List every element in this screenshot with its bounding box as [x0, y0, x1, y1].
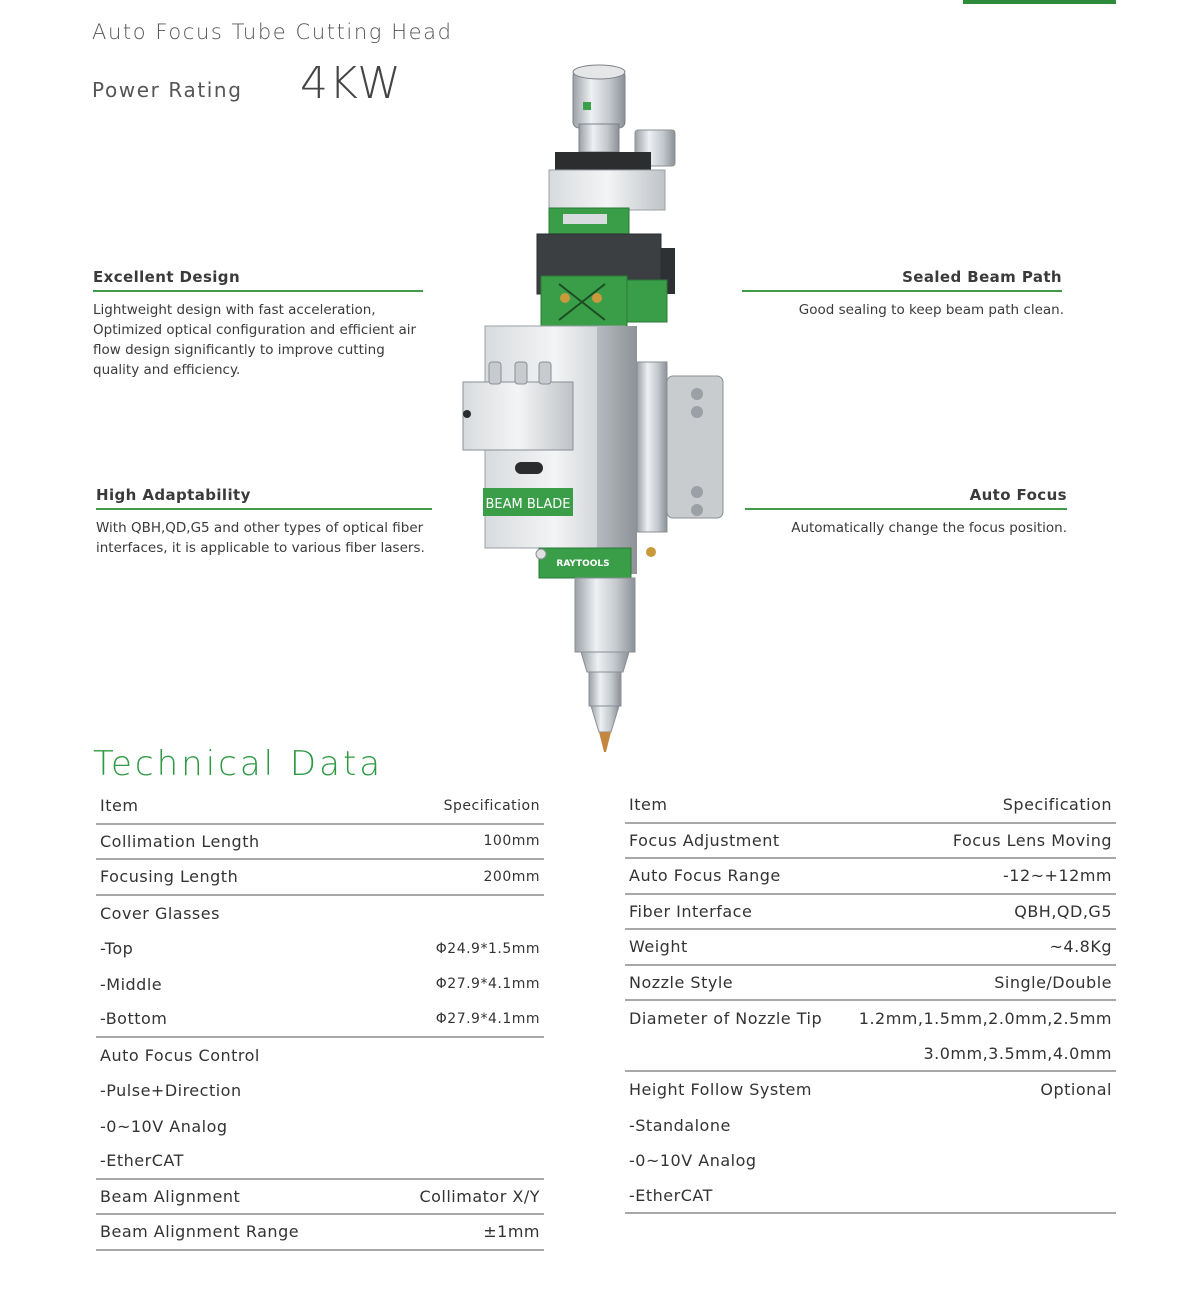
item-cell: Diameter of Nozzle Tip [629, 1009, 823, 1029]
product-title: Auto Focus Tube Cutting Head [92, 20, 453, 44]
table-row [96, 1002, 544, 1038]
item-cell: -0~10V Analog [629, 1151, 757, 1171]
spec-cell: Collimator X/Y [419, 1186, 540, 1206]
feature-title: Sealed Beam Path [742, 268, 1062, 292]
table-row [96, 1215, 544, 1251]
item-cell: Fiber Interface [629, 901, 753, 921]
table-header-row [96, 789, 544, 825]
feature-title: High Adaptability [96, 486, 432, 510]
table-row [96, 1038, 544, 1074]
spec-cell: Optional [1040, 1080, 1112, 1100]
table-row [96, 896, 544, 932]
feature-sealed-beam-path [742, 268, 1062, 320]
technical-data-title: Technical Data [93, 744, 384, 784]
table-row [625, 859, 1116, 895]
power-rating-value: 4KW [300, 58, 402, 109]
feature-excellent-design [93, 268, 423, 380]
feature-description: Good sealing to keep beam path clean. [798, 302, 1064, 318]
item-cell: -Top [100, 939, 134, 959]
item-cell: Height Follow System [629, 1080, 812, 1100]
table-header-row [625, 788, 1116, 824]
table-row [625, 1143, 1116, 1179]
table-row [625, 1037, 1116, 1073]
spec-cell: QBH,QD,G5 [1014, 901, 1112, 921]
item-cell: Auto Focus Control [100, 1045, 260, 1065]
spec-cell: 200mm [483, 868, 540, 885]
table-row [96, 825, 544, 861]
item-cell: Nozzle Style [629, 972, 734, 992]
item-cell: Beam Alignment [100, 1186, 241, 1206]
item-cell: Weight [629, 937, 688, 957]
spec-cell: ~4.8Kg [1049, 937, 1112, 957]
item-cell: -EtherCAT [100, 1151, 184, 1171]
spec-cell: 1.2mm,1.5mm,2.0mm,2.5mm [858, 1009, 1112, 1029]
spec-cell: Specification [443, 797, 540, 814]
table-row [625, 966, 1116, 1002]
table-row [625, 824, 1116, 860]
feature-auto-focus [745, 486, 1067, 538]
table-row [96, 1073, 544, 1109]
spec-cell: Φ27.9*4.1mm [435, 976, 540, 993]
item-cell: Focus Adjustment [629, 830, 780, 850]
spec-cell: ±1mm [483, 1222, 540, 1242]
power-rating-label: Power Rating [92, 78, 243, 102]
item-cell: Beam Alignment Range [100, 1222, 300, 1242]
table-row [625, 895, 1116, 931]
spec-cell: Focus Lens Moving [952, 830, 1112, 850]
spec-cell: Φ24.9*1.5mm [435, 940, 540, 957]
spec-cell: Φ27.9*4.1mm [435, 1010, 540, 1027]
spec-table-left [96, 789, 544, 1251]
item-cell: Item [100, 796, 139, 816]
item-cell: Auto Focus Range [629, 866, 781, 886]
top-accent-bar [963, 0, 1116, 4]
table-row [96, 931, 544, 967]
item-cell: -Middle [100, 974, 163, 994]
item-cell: -Standalone [629, 1115, 731, 1135]
item-cell: -0~10V Analog [100, 1116, 228, 1136]
spec-cell: 3.0mm,3.5mm,4.0mm [923, 1043, 1112, 1063]
table-row [625, 1179, 1116, 1215]
item-cell: Cover Glasses [100, 903, 220, 923]
cutting-head-illustration [455, 62, 735, 754]
spec-cell: 100mm [483, 833, 540, 850]
feature-description: With QBH,QD,G5 and other types of optical fiber interfaces, it is applicable to various fiber lasers. [96, 520, 425, 556]
logo-text: RAYTOOLS [556, 559, 610, 569]
item-cell: -EtherCAT [629, 1185, 713, 1205]
item-cell: Item [629, 795, 668, 815]
item-cell: -Pulse+Direction [100, 1081, 242, 1101]
table-row [625, 1072, 1116, 1108]
table-row [625, 1108, 1116, 1144]
table-row [96, 1180, 544, 1216]
item-cell: Collimation Length [100, 831, 260, 851]
spec-cell: -12~+12mm [1003, 866, 1112, 886]
spec-table-right [625, 788, 1116, 1214]
feature-description: Automatically change the focus position. [791, 520, 1067, 536]
table-row [96, 1144, 544, 1180]
table-row [96, 860, 544, 896]
table-row [96, 1109, 544, 1145]
feature-title: Excellent Design [93, 268, 423, 292]
table-row [625, 1001, 1116, 1037]
table-row [96, 967, 544, 1003]
brand-label: BEAM BLADE [485, 497, 571, 512]
feature-description: Lightweight design with fast acceleration, Optimized optical configuration and efficient air flow design significantly to improve cutting quality and efficiency. [93, 302, 417, 378]
feature-high-adaptability [96, 486, 432, 558]
item-cell: -Bottom [100, 1009, 168, 1029]
table-row [625, 930, 1116, 966]
spec-cell: Single/Double [994, 972, 1112, 992]
feature-title: Auto Focus [745, 486, 1067, 510]
item-cell: Focusing Length [100, 867, 239, 887]
spec-cell: Specification [1002, 795, 1112, 815]
